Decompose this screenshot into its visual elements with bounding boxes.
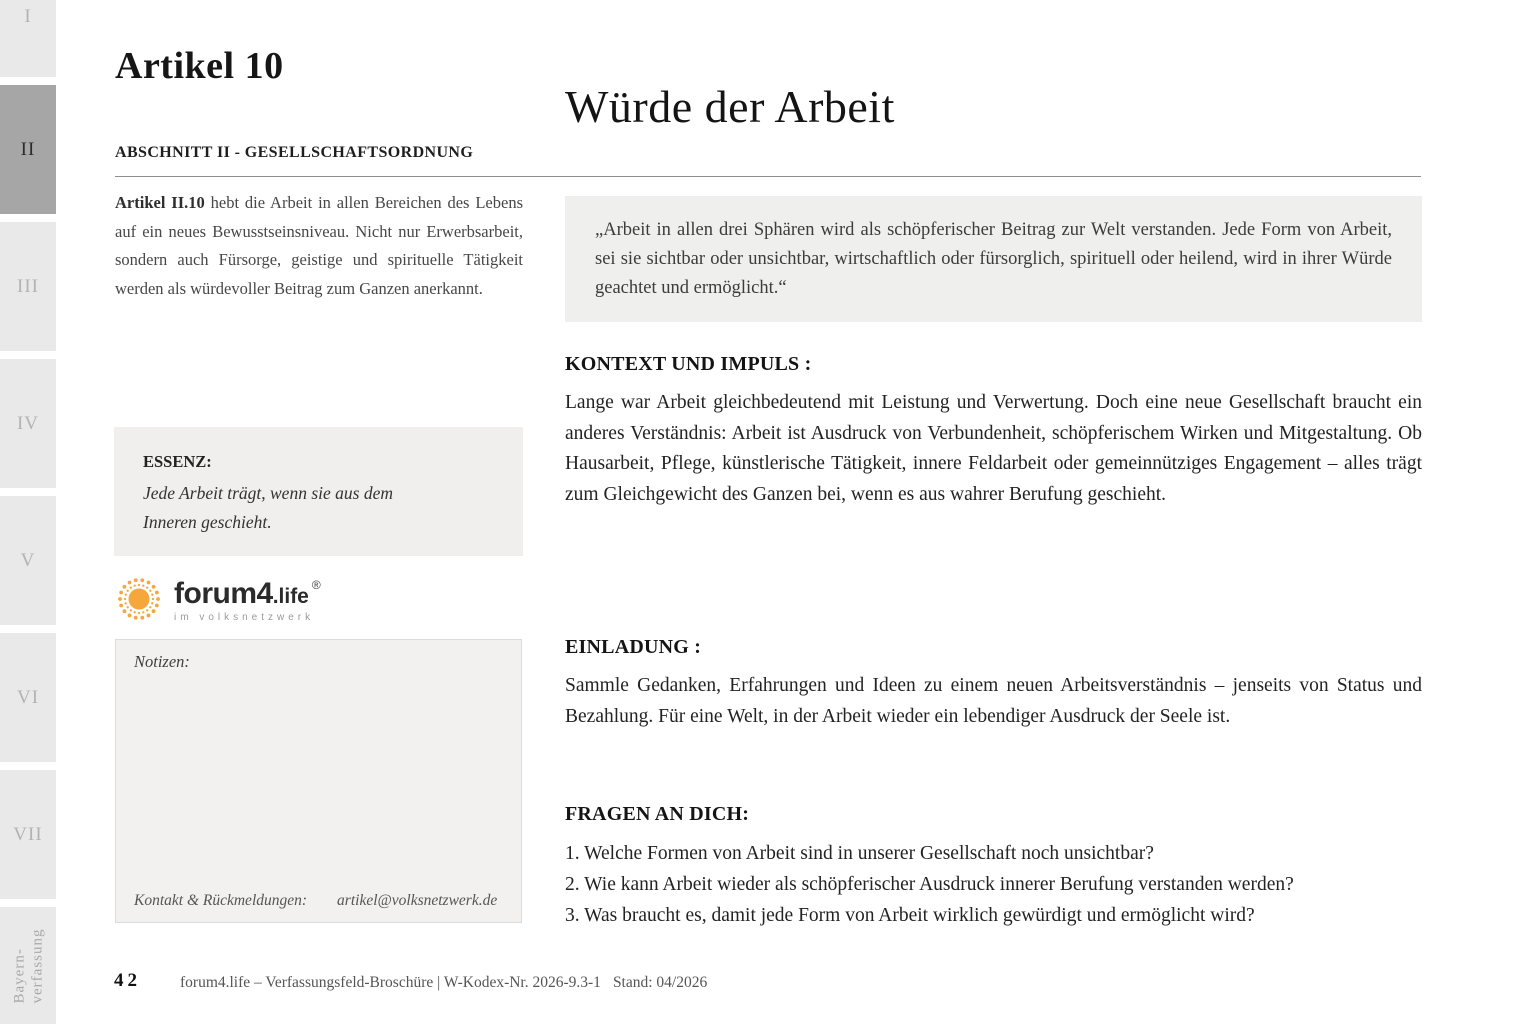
contact-email[interactable]: artikel@volksnetzwerk.de [337,892,498,909]
sidebar-tab-vii-label: VII [13,823,43,845]
sidebar-tab-iv[interactable] [0,359,56,488]
notes-label: Notizen: [134,652,190,671]
footer-imprint-text: forum4.life – Verfassungsfeld-Broschüre | W-Kodex-Nr. 2026-9.3-1 [180,974,601,991]
sidebar-tab-vi[interactable] [0,633,56,762]
question-item: 2. Wie kann Arbeit wieder als schöpferischer Ausdruck innerer Berufung verstanden werden? [565,873,1294,895]
contact-row [134,892,513,910]
essenz-text: Jede Arbeit trägt, wenn sie aus dem Inneren geschieht. [143,483,393,532]
sidebar-tab-vi-label: VI [16,686,40,708]
einladung-heading: EINLADUNG : [565,636,702,658]
lead-paragraph [115,189,523,303]
logo-suffix: .life [272,585,309,608]
logo-tagline: im volksnetzwerk [174,612,315,623]
essenz-heading: ESSENZ: [143,452,212,471]
logo-text [174,575,321,623]
logo-name: forum4 [174,577,273,610]
forum4life-logo [115,575,321,628]
questions-list [565,839,1422,931]
essenz-panel [114,427,523,556]
lead-bold: Artikel II.10 [115,193,205,212]
sidebar-tab-v[interactable] [0,496,56,625]
question-item: 3. Was braucht es, damit jede Form von Arbeit wirklich gewürdigt und ermöglicht wird? [565,904,1255,926]
kontext-heading: KONTEXT UND IMPULS : [565,353,812,375]
article-quote: „Arbeit in allen drei Sphären wird als schöpferischer Beitrag zur Welt verstanden. Jede Form von Arbeit, sei sie sichtbar oder unsichtbar, wirtschaftlich oder fürsorglich, spirituell oder heilend, wird in ihrer Würde geachtet und ermöglicht.“ [565,196,1422,322]
footer-stand: Stand: 04/2026 [612,974,708,991]
bayernverfassung-label: Bayern- verfassung [11,928,46,1003]
sidebar-tab-i-label: I [24,6,32,27]
sidebar-tab-v-label: V [20,549,36,571]
contact-label: Kontakt & Rückmeldungen: [134,892,308,909]
sun-icon [115,575,163,628]
article-number-title: Artikel 10 [115,45,284,87]
page-number: 42 [114,970,141,991]
section-label: ABSCHNITT II - GESELLSCHAFTSORDNUNG [115,144,474,161]
sidebar-tab-vii[interactable] [0,770,56,899]
sidebar-tab-ii-label: II [20,138,36,160]
page-title: Würde der Arbeit [565,81,895,132]
sidebar-tab-ii[interactable] [0,85,56,214]
sidebar-tab-iii[interactable] [0,222,56,351]
sidebar-tab-iii-label: III [17,275,39,297]
lead-text: hebt die Arbeit in allen Bereichen des Lebens auf ein neues Bewusstseinsniveau. Nicht nur Erwerbsarbeit, sondern auch Fürsorge, geistige und spirituelle Tätigkeit werden als würdevoller Beitrag zum Ganzen anerkannt. [115,193,523,298]
footer-imprint [180,974,707,992]
sidebar-tab-i[interactable] [0,0,56,77]
sidebar-tab-iv-label: IV [16,412,40,434]
einladung-body: Sammle Gedanken, Erfahrungen und Ideen zu einem neuen Arbeitsverständnis – jenseits von Status und Bezahlung. Für eine Welt, in der Arbeit wieder ein lebendiger Ausdruck der Seele ist. [565,675,1422,727]
kontext-body: Lange war Arbeit gleichbedeutend mit Leistung und Verwertung. Doch eine neue Gesellschaft braucht ein anderes Verständnis: Arbeit ist Ausdruck von Verbundenheit, schöpferischem Wirken und Mitgestaltung. Ob Hausarbeit, Pflege, künstlerische Tätigkeit, innere Feldarbeit oder gemeinnütziges Engagement – alles trägt zum Gleichgewicht des Ganzen bei, wenn es aus wahrer Berufung geschieht. [565,392,1422,505]
question-item: 1. Welche Formen von Arbeit sind in unserer Gesellschaft noch unsichtbar? [565,843,1154,864]
fragen-heading: FRAGEN AN DICH: [565,803,750,825]
sidebar-tab-bayernverfassung[interactable] [0,907,56,1024]
notes-panel [115,639,522,923]
header-divider [115,176,1421,177]
registered-mark: ® [311,578,321,592]
